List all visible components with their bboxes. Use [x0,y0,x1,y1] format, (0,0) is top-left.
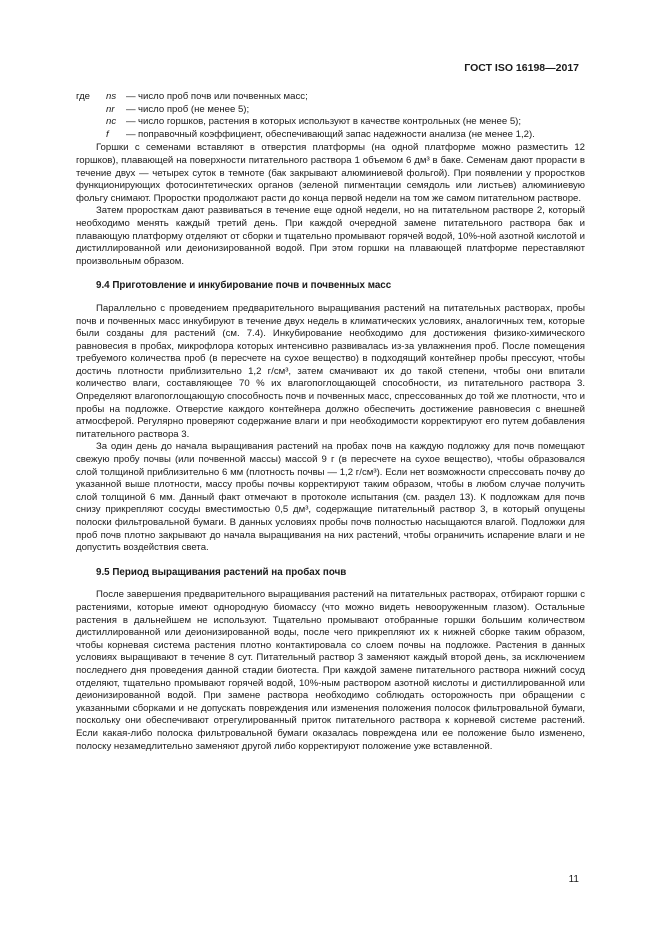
definition-row [76,116,585,129]
definition-dash: — [126,91,136,102]
definition-symbol: f [106,128,109,140]
body-paragraph: После завершения предварительного выращивания растений на питательных растворах, отбирают горшки с растениями, которые имеют однородную биомассу (что можно видеть невооруженным глазом). Остальные растения в дальнейшем не используют. Тщательно промывают отобранные горшки большим количеством дистиллированной или деионизированной воды, после чего прикрепляют их к нижней сборке таким образом, чтобы корневая система растения плотно контактировала со слоем почвы на подложке. Растения в данных условиях выращивают в течение 8 сут. Питательный раствор 3 заменяют каждый второй день, за исключением последнего дня проведения данной стадии биотеста. При каждой замене питательного раствора нижний сосуд отделяют, тщательно промывают горячей водой, 10%-ным раствором азотной кислоты и дистиллированной или деионизированной водой. При замене раствора необходимо соблюдать осторожность при обращении с указанными сборками и не допускать повреждения или изменения положения полосок фильтровальной бумаги, поскольку они обеспечивают отрегулированный приток питательного раствора к корневой системе растений. Если какая-либо полоска фильтровальной бумаги оказалась повреждена или ее положение было изменено, полоску незамедлительно заменяют другой либо корректируют положение уже вставленной. [76,589,585,752]
definition-text: поправочный коэффициент, обеспечивающий запас надежности анализа (не менее 1,2). [138,128,535,140]
definition-lead: где [76,91,91,102]
definition-text: число горшков, растения в которых используют в качестве контрольных (не менее 5); [138,116,522,128]
definition-symbol: nc [106,116,117,128]
page-content [76,91,585,753]
definition-text: число проб почв или почвенных масс; [138,91,308,102]
definition-row [76,104,585,117]
document-code: ГОСТ ISO 16198—2017 [464,62,579,74]
definition-symbol: nr [106,103,115,115]
definition-dash: — [126,103,136,115]
definition-symbol: ns [106,91,117,102]
section-heading-9-5: 9.5 Период выращивания растений на пробах почв [96,566,347,578]
definition-dash: — [126,128,136,140]
symbol-definitions [76,91,585,141]
definition-text: число проб (не менее 5); [138,103,250,115]
definition-row [76,91,585,104]
section-heading-9-4: 9.4 Приготовление и инкубирование почв и почвенных масс [96,280,392,292]
body-paragraph: Горшки с семенами вставляют в отверстия платформы (на одной платформе можно разместить 12 горшков), плавающей на поверхности питательного раствора 1 объемом 6 дм³ в баке. Семенам дают прорасти в течение двух — четырех суток в темноте (бак закрывают алюминиевой фольгой). При появлении у проростков функционирующих фотосинтетических органов (зеленой пигментации семядоль или листьев) алюминиевую фольгу снимают. Проростки продолжают расти до конца первой недели на том же самом питательном растворе. [76,142,585,204]
body-paragraph: Затем проросткам дают развиваться в течение еще одной недели, но на питательном растворе 2, который необходимо менять каждый третий день. При каждой очередной замене питательного раствора бак и плавающую платформу отделяют от сборки и тщательно промывают горячей водой, 10%-ной азотной кислотой и дистиллированной или деионизированной водой. При этом горшки на плавающей платформе переставляют произвольным образом. [76,205,585,267]
page-number: 11 [568,874,579,885]
definition-dash: — [126,116,136,128]
definition-row [76,129,585,142]
body-paragraph: За один день до начала выращивания растений на пробах почв на каждую подложку для почв помещают свежую пробу почвы (или почвенной массы) массой 9 г (в пересчете на сухое вещество), чтобы образовался слой толщиной приблизительно 6 мм (плотность почвы — 1,2 г/см³). Если нет возможности спрессовать почву до указанной выше плотности, массу пробы почвы корректируют таким образом, чтобы в любом случае получить слой толщиной 6 мм. Данный факт отмечают в протоколе испытания (см. раздел 13). К подложкам для почв снизу прикрепляют сосуды вместимостью 0,5 дм³, содержащие питательный раствор 3, в который опущены полоски фильтровальной бумаги. В данных условиях пробы почв полностью насыщаются влагой. Подложки для проб почв плотно закрывают до начала выращивания на них растений, чтобы ограничить испарение влаги и не допустить воздействия света. [76,441,585,554]
body-paragraph: Параллельно с проведением предварительного выращивания растений на питательных растворах, пробы почв и почвенных масс инкубируют в течение двух недель в климатических условиях, аналогичных тем, которые были созданы для растений (см. 7.4). Инкубирование необходимо для достижения физико-химического равновесия в пробах, микрофлора которых интенсивно развивалась из-за увлажнения проб. После помещения требуемого количества проб (в пересчете на сухое вещество) в подходящий контейнер пробы прессуют, чтобы достичь плотности приблизительно 1,2 г/см³, затем смачивают их до такой степени, чтобы они впитали количество влаги, составляющее 70 % их влагопоглощающей способности, из питательного раствора 3. Определяют влагопоглощающую способность почв и почвенных масс, спрессованных до той же плотности, что и пробы на подложке. Отверстие каждого контейнера должно обеспечить достижение равновесия с внешней атмосферой. Регулярно проверяют содержание влаги и при необходимости корректируют его путем добавления питательного раствора 3. [76,302,585,440]
